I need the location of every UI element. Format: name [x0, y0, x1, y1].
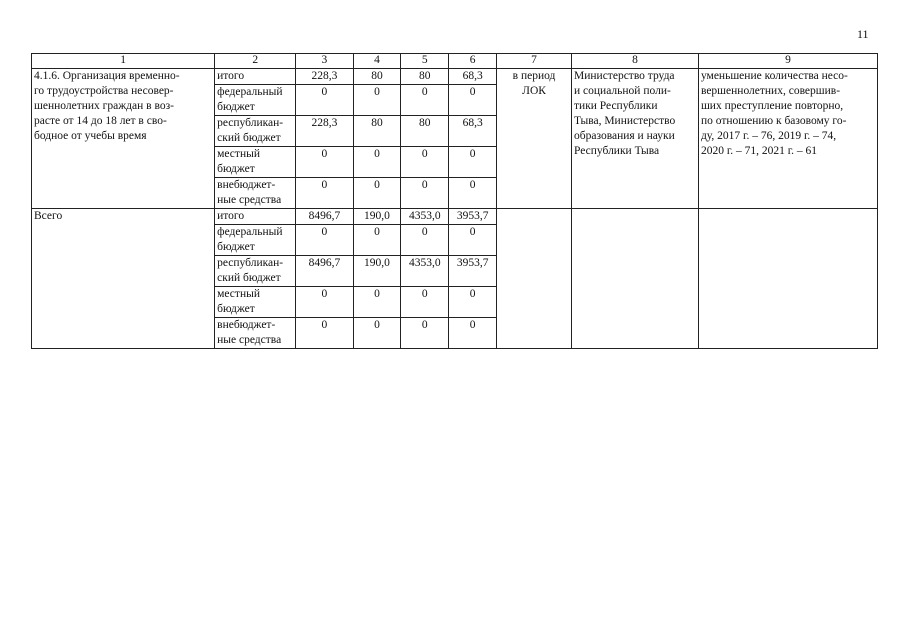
value-cell: 0	[296, 225, 353, 256]
value-cell: 0	[449, 225, 497, 256]
column-header-4: 4	[353, 54, 401, 69]
value-cell: 0	[353, 85, 401, 116]
value-cell: 0	[449, 147, 497, 178]
value-cell: 0	[296, 178, 353, 209]
table-row	[32, 209, 878, 225]
funding-source-cell: внебюджет- ные средства	[215, 178, 296, 209]
funding-source-cell: местный бюджет	[215, 147, 296, 178]
funding-source-cell: итого	[215, 209, 296, 225]
value-cell: 0	[401, 85, 449, 116]
column-header-6: 6	[449, 54, 497, 69]
funding-source-cell: итого	[215, 69, 296, 85]
program-table	[31, 53, 878, 349]
value-cell: 0	[449, 85, 497, 116]
value-cell: 0	[401, 147, 449, 178]
value-cell: 190,0	[353, 256, 401, 287]
value-cell: 8496,7	[296, 209, 353, 225]
value-cell: 0	[296, 85, 353, 116]
value-cell: 0	[353, 318, 401, 349]
result-cell: уменьшение количества несо- вершеннолетних, совершив- ших преступление повторно, по отношению к базовому го- ду, 2017 г. – 76, 2019 г. – 74, 2020 г. – 71, 2021 г. – 61	[698, 69, 877, 209]
value-cell: 4353,0	[401, 256, 449, 287]
total-label-cell: Всего	[32, 209, 215, 349]
funding-source-cell: республикан- ский бюджет	[215, 116, 296, 147]
executor-cell: Министерство труда и социальной поли- тики Республики Тыва, Министерство образования и науки Республики Тыва	[572, 69, 699, 209]
value-cell: 80	[353, 69, 401, 85]
result-cell	[698, 209, 877, 349]
value-cell: 0	[449, 178, 497, 209]
funding-source-cell: местный бюджет	[215, 287, 296, 318]
value-cell: 0	[401, 318, 449, 349]
value-cell: 80	[401, 116, 449, 147]
value-cell: 0	[353, 147, 401, 178]
funding-source-cell: федеральный бюджет	[215, 85, 296, 116]
value-cell: 3953,7	[449, 256, 497, 287]
column-header-2: 2	[215, 54, 296, 69]
value-cell: 190,0	[353, 209, 401, 225]
value-cell: 0	[401, 225, 449, 256]
value-cell: 0	[296, 318, 353, 349]
value-cell: 0	[353, 287, 401, 318]
value-cell: 68,3	[449, 69, 497, 85]
column-header-5: 5	[401, 54, 449, 69]
period-cell: в период ЛОК	[497, 69, 572, 209]
value-cell: 0	[296, 147, 353, 178]
value-cell: 0	[353, 178, 401, 209]
funding-source-cell: федеральный бюджет	[215, 225, 296, 256]
value-cell: 4353,0	[401, 209, 449, 225]
column-header-9: 9	[698, 54, 877, 69]
value-cell: 0	[296, 287, 353, 318]
activity-name-cell: 4.1.6. Организация временно- го трудоустройства несовер- шеннолетних граждан в воз- расте от 14 до 18 лет в сво- бодное от учебы время	[32, 69, 215, 209]
value-cell: 0	[401, 178, 449, 209]
column-header-3: 3	[296, 54, 353, 69]
table-row	[32, 69, 878, 85]
page-number: 11	[857, 27, 869, 41]
value-cell: 0	[449, 287, 497, 318]
value-cell: 8496,7	[296, 256, 353, 287]
funding-source-cell: республикан- ский бюджет	[215, 256, 296, 287]
value-cell: 80	[353, 116, 401, 147]
funding-source-cell: внебюджет- ные средства	[215, 318, 296, 349]
value-cell: 80	[401, 69, 449, 85]
value-cell: 228,3	[296, 69, 353, 85]
header-row	[32, 54, 878, 69]
column-header-8: 8	[572, 54, 699, 69]
executor-cell	[572, 209, 699, 349]
column-header-7: 7	[497, 54, 572, 69]
value-cell: 0	[353, 225, 401, 256]
period-cell	[497, 209, 572, 349]
value-cell: 0	[401, 287, 449, 318]
column-header-1: 1	[32, 54, 215, 69]
value-cell: 3953,7	[449, 209, 497, 225]
value-cell: 228,3	[296, 116, 353, 147]
value-cell: 68,3	[449, 116, 497, 147]
value-cell: 0	[449, 318, 497, 349]
